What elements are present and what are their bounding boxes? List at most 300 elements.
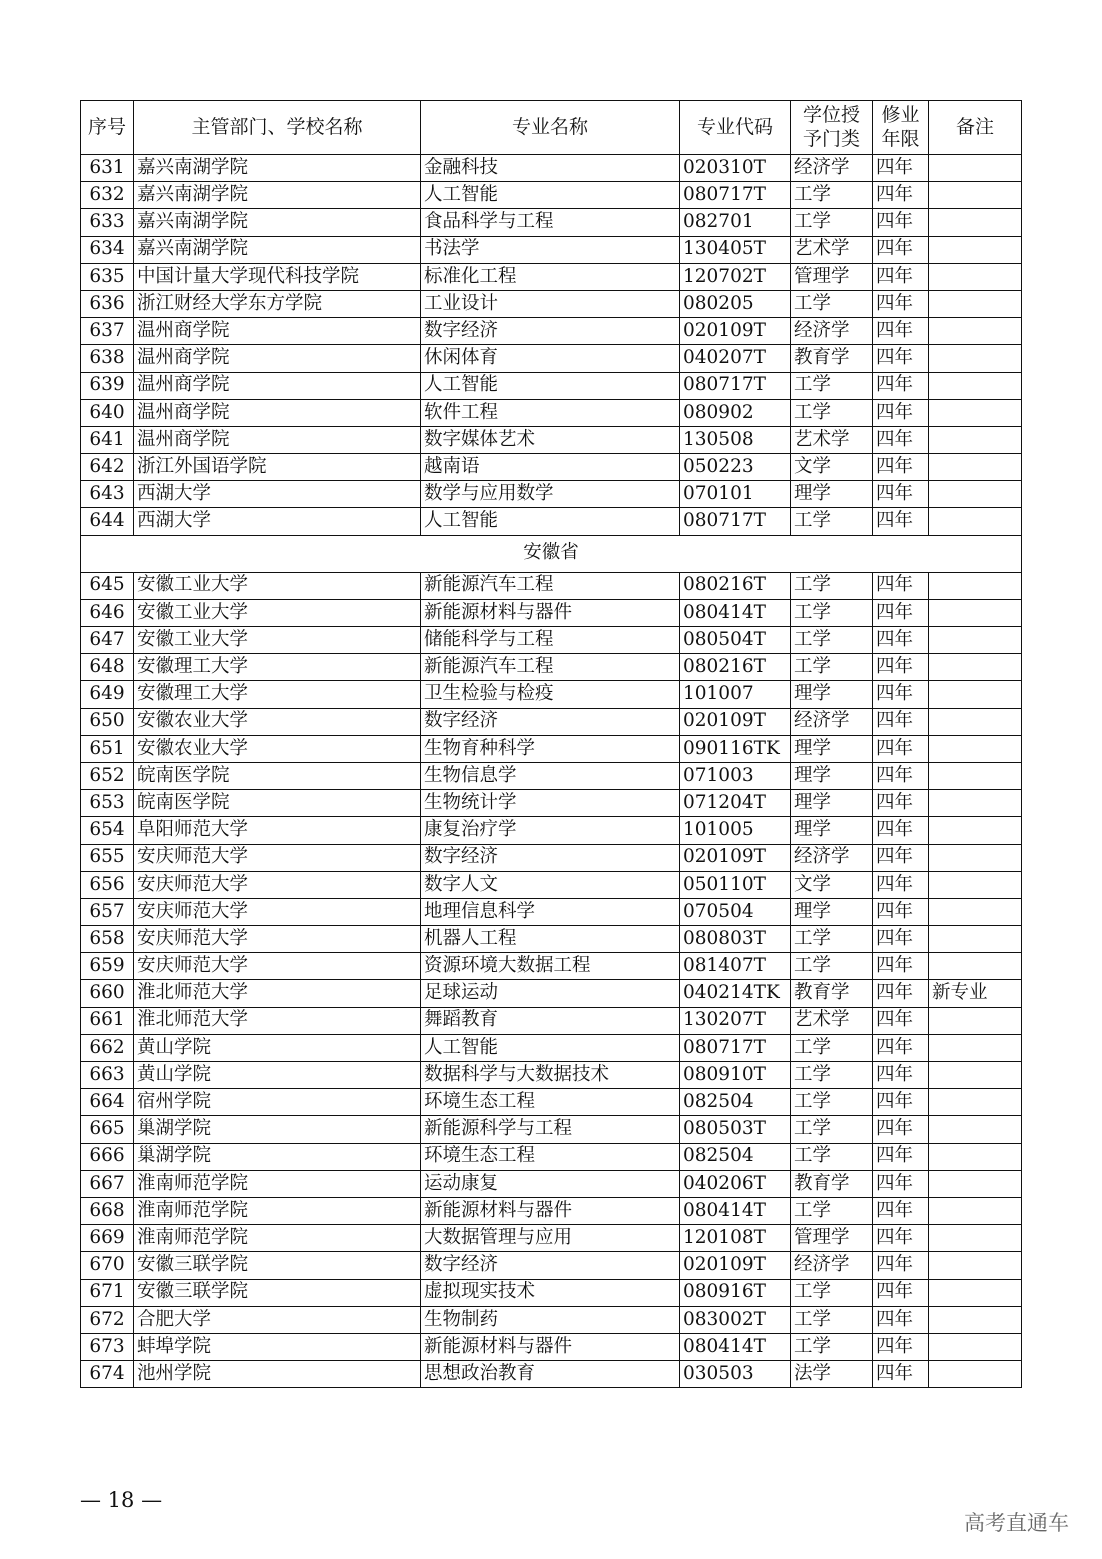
table-row	[81, 1279, 1022, 1306]
years-cell: 四年	[873, 454, 929, 481]
years-cell: 四年	[873, 790, 929, 817]
note-cell: 新专业	[929, 980, 1022, 1007]
table-row	[81, 926, 1022, 953]
degree-cell: 理学	[791, 735, 873, 762]
table-row	[81, 898, 1022, 925]
seq-cell: 668	[81, 1197, 134, 1224]
page-number: — 18 —	[80, 1488, 163, 1512]
school-cell: 淮南师范学院	[134, 1197, 421, 1224]
code-cell: 020310T	[680, 155, 791, 182]
major-cell: 康复治疗学	[421, 817, 680, 844]
note-cell	[929, 345, 1022, 372]
major-cell: 运动康复	[421, 1170, 680, 1197]
degree-cell: 工学	[791, 1034, 873, 1061]
code-cell: 080803T	[680, 926, 791, 953]
school-cell: 温州商学院	[134, 399, 421, 426]
major-cell: 新能源材料与器件	[421, 1333, 680, 1360]
school-cell: 巢湖学院	[134, 1143, 421, 1170]
code-cell: 082701	[680, 209, 791, 236]
degree-cell: 工学	[791, 1062, 873, 1089]
code-cell: 070101	[680, 481, 791, 508]
code-cell: 082504	[680, 1089, 791, 1116]
table-row	[81, 1089, 1022, 1116]
school-cell: 蚌埠学院	[134, 1333, 421, 1360]
years-cell: 四年	[873, 654, 929, 681]
seq-cell: 662	[81, 1034, 134, 1061]
seq-cell: 671	[81, 1279, 134, 1306]
school-cell: 安徽三联学院	[134, 1279, 421, 1306]
table-row	[81, 681, 1022, 708]
seq-cell: 642	[81, 454, 134, 481]
code-cell: 020109T	[680, 318, 791, 345]
major-cell: 人工智能	[421, 508, 680, 535]
school-cell: 中国计量大学现代科技学院	[134, 263, 421, 290]
years-cell: 四年	[873, 1252, 929, 1279]
table-row	[81, 735, 1022, 762]
note-cell	[929, 926, 1022, 953]
major-cell: 数字人文	[421, 871, 680, 898]
degree-cell: 工学	[791, 627, 873, 654]
note-cell	[929, 790, 1022, 817]
major-cell: 储能科学与工程	[421, 627, 680, 654]
code-cell: 120108T	[680, 1225, 791, 1252]
years-cell: 四年	[873, 426, 929, 453]
note-cell	[929, 599, 1022, 626]
degree-cell: 教育学	[791, 980, 873, 1007]
years-cell: 四年	[873, 1333, 929, 1360]
code-cell: 080504T	[680, 627, 791, 654]
major-cell: 人工智能	[421, 1034, 680, 1061]
major-cell: 软件工程	[421, 399, 680, 426]
note-cell	[929, 1116, 1022, 1143]
table-row	[81, 318, 1022, 345]
degree-cell: 工学	[791, 599, 873, 626]
degree-cell: 工学	[791, 572, 873, 599]
code-cell: 090116TK	[680, 735, 791, 762]
school-cell: 淮北师范大学	[134, 980, 421, 1007]
degree-cell: 工学	[791, 1116, 873, 1143]
major-cell: 金融科技	[421, 155, 680, 182]
years-cell: 四年	[873, 1197, 929, 1224]
degree-cell: 工学	[791, 182, 873, 209]
table-row	[81, 1116, 1022, 1143]
note-cell	[929, 898, 1022, 925]
major-cell: 舞蹈教育	[421, 1007, 680, 1034]
note-cell	[929, 1007, 1022, 1034]
note-cell	[929, 1062, 1022, 1089]
note-cell	[929, 236, 1022, 263]
degree-cell: 文学	[791, 454, 873, 481]
note-cell	[929, 481, 1022, 508]
table-row	[81, 817, 1022, 844]
years-cell: 四年	[873, 980, 929, 1007]
school-cell: 安徽农业大学	[134, 735, 421, 762]
header-degree: 学位授予门类	[791, 101, 873, 155]
seq-cell: 653	[81, 790, 134, 817]
years-cell: 四年	[873, 209, 929, 236]
major-cell: 新能源汽车工程	[421, 572, 680, 599]
seq-cell: 641	[81, 426, 134, 453]
major-cell: 生物育种科学	[421, 735, 680, 762]
degree-cell: 工学	[791, 290, 873, 317]
seq-cell: 638	[81, 345, 134, 372]
years-cell: 四年	[873, 345, 929, 372]
code-cell: 120702T	[680, 263, 791, 290]
major-cell: 卫生检验与检疫	[421, 681, 680, 708]
table-body	[81, 155, 1022, 1388]
degree-cell: 艺术学	[791, 236, 873, 263]
degree-cell: 法学	[791, 1361, 873, 1388]
degree-cell: 艺术学	[791, 426, 873, 453]
note-cell	[929, 708, 1022, 735]
note-cell	[929, 1034, 1022, 1061]
major-cell: 生物统计学	[421, 790, 680, 817]
seq-cell: 669	[81, 1225, 134, 1252]
major-cell: 机器人工程	[421, 926, 680, 953]
seq-cell: 647	[81, 627, 134, 654]
note-cell	[929, 654, 1022, 681]
degree-cell: 工学	[791, 654, 873, 681]
years-cell: 四年	[873, 290, 929, 317]
note-cell	[929, 508, 1022, 535]
table-row	[81, 1197, 1022, 1224]
table-row	[81, 209, 1022, 236]
years-cell: 四年	[873, 926, 929, 953]
header-years: 修业年限	[873, 101, 929, 155]
header-note: 备注	[929, 101, 1022, 155]
years-cell: 四年	[873, 1279, 929, 1306]
code-cell: 050223	[680, 454, 791, 481]
code-cell: 080717T	[680, 1034, 791, 1061]
note-cell	[929, 844, 1022, 871]
note-cell	[929, 1143, 1022, 1170]
years-cell: 四年	[873, 236, 929, 263]
note-cell	[929, 263, 1022, 290]
degree-cell: 工学	[791, 1306, 873, 1333]
major-cell: 虚拟现实技术	[421, 1279, 680, 1306]
code-cell: 101007	[680, 681, 791, 708]
school-cell: 合肥大学	[134, 1306, 421, 1333]
school-cell: 安徽三联学院	[134, 1252, 421, 1279]
degree-cell: 理学	[791, 898, 873, 925]
degree-cell: 艺术学	[791, 1007, 873, 1034]
school-cell: 黄山学院	[134, 1062, 421, 1089]
seq-cell: 645	[81, 572, 134, 599]
seq-cell: 670	[81, 1252, 134, 1279]
school-cell: 温州商学院	[134, 426, 421, 453]
table-row	[81, 1034, 1022, 1061]
table-row	[81, 1333, 1022, 1360]
degree-cell: 工学	[791, 399, 873, 426]
code-cell: 020109T	[680, 844, 791, 871]
seq-cell: 666	[81, 1143, 134, 1170]
table-row	[81, 627, 1022, 654]
years-cell: 四年	[873, 1116, 929, 1143]
code-cell: 080414T	[680, 1333, 791, 1360]
school-cell: 温州商学院	[134, 372, 421, 399]
note-cell	[929, 572, 1022, 599]
seq-cell: 635	[81, 263, 134, 290]
degree-cell: 工学	[791, 953, 873, 980]
table-row	[81, 1170, 1022, 1197]
table-row	[81, 290, 1022, 317]
major-cell: 地理信息科学	[421, 898, 680, 925]
degree-cell: 经济学	[791, 844, 873, 871]
major-cell: 食品科学与工程	[421, 209, 680, 236]
years-cell: 四年	[873, 1306, 929, 1333]
school-cell: 嘉兴南湖学院	[134, 155, 421, 182]
note-cell	[929, 426, 1022, 453]
province-heading: 安徽省	[81, 535, 1022, 572]
years-cell: 四年	[873, 155, 929, 182]
years-cell: 四年	[873, 627, 929, 654]
seq-cell: 674	[81, 1361, 134, 1388]
major-cell: 环境生态工程	[421, 1089, 680, 1116]
years-cell: 四年	[873, 481, 929, 508]
major-cell: 新能源汽车工程	[421, 654, 680, 681]
years-cell: 四年	[873, 871, 929, 898]
seq-cell: 633	[81, 209, 134, 236]
years-cell: 四年	[873, 263, 929, 290]
school-cell: 安徽理工大学	[134, 654, 421, 681]
years-cell: 四年	[873, 708, 929, 735]
code-cell: 130207T	[680, 1007, 791, 1034]
major-cell: 工业设计	[421, 290, 680, 317]
seq-cell: 656	[81, 871, 134, 898]
note-cell	[929, 318, 1022, 345]
years-cell: 四年	[873, 399, 929, 426]
years-cell: 四年	[873, 1089, 929, 1116]
table-row	[81, 953, 1022, 980]
major-cell: 数字经济	[421, 844, 680, 871]
note-cell	[929, 454, 1022, 481]
school-cell: 黄山学院	[134, 1034, 421, 1061]
seq-cell: 649	[81, 681, 134, 708]
table-row	[81, 263, 1022, 290]
degree-cell: 理学	[791, 762, 873, 789]
seq-cell: 631	[81, 155, 134, 182]
code-cell: 081407T	[680, 953, 791, 980]
code-cell: 040206T	[680, 1170, 791, 1197]
province-row	[81, 535, 1022, 572]
degree-cell: 理学	[791, 817, 873, 844]
table-row	[81, 1007, 1022, 1034]
header-major: 专业名称	[421, 101, 680, 155]
school-cell: 安徽农业大学	[134, 708, 421, 735]
table-row	[81, 599, 1022, 626]
school-cell: 安庆师范大学	[134, 871, 421, 898]
years-cell: 四年	[873, 953, 929, 980]
code-cell: 080414T	[680, 599, 791, 626]
code-cell: 130508	[680, 426, 791, 453]
major-cell: 人工智能	[421, 372, 680, 399]
note-cell	[929, 627, 1022, 654]
seq-cell: 639	[81, 372, 134, 399]
seq-cell: 652	[81, 762, 134, 789]
table-row	[81, 572, 1022, 599]
years-cell: 四年	[873, 817, 929, 844]
code-cell: 080216T	[680, 572, 791, 599]
seq-cell: 660	[81, 980, 134, 1007]
table-row	[81, 399, 1022, 426]
major-cell: 数字经济	[421, 1252, 680, 1279]
seq-cell: 661	[81, 1007, 134, 1034]
seq-cell: 667	[81, 1170, 134, 1197]
code-cell: 070504	[680, 898, 791, 925]
code-cell: 083002T	[680, 1306, 791, 1333]
table-row	[81, 345, 1022, 372]
years-cell: 四年	[873, 898, 929, 925]
table-header-row	[81, 101, 1022, 155]
note-cell	[929, 1170, 1022, 1197]
degree-cell: 工学	[791, 926, 873, 953]
table-row	[81, 481, 1022, 508]
degree-cell: 管理学	[791, 263, 873, 290]
note-cell	[929, 399, 1022, 426]
major-cell: 足球运动	[421, 980, 680, 1007]
seq-cell: 636	[81, 290, 134, 317]
school-cell: 浙江外国语学院	[134, 454, 421, 481]
table-row	[81, 1306, 1022, 1333]
seq-cell: 657	[81, 898, 134, 925]
years-cell: 四年	[873, 762, 929, 789]
note-cell	[929, 1225, 1022, 1252]
code-cell: 050110T	[680, 871, 791, 898]
years-cell: 四年	[873, 1062, 929, 1089]
table-row	[81, 1361, 1022, 1388]
seq-cell: 664	[81, 1089, 134, 1116]
table-row	[81, 708, 1022, 735]
major-cell: 休闲体育	[421, 345, 680, 372]
school-cell: 安庆师范大学	[134, 953, 421, 980]
seq-cell: 644	[81, 508, 134, 535]
school-cell: 西湖大学	[134, 508, 421, 535]
school-cell: 嘉兴南湖学院	[134, 209, 421, 236]
note-cell	[929, 1306, 1022, 1333]
header-school: 主管部门、学校名称	[134, 101, 421, 155]
table-row	[81, 508, 1022, 535]
code-cell: 080717T	[680, 182, 791, 209]
major-cell: 大数据管理与应用	[421, 1225, 680, 1252]
code-cell: 020109T	[680, 708, 791, 735]
school-cell: 池州学院	[134, 1361, 421, 1388]
school-cell: 安徽工业大学	[134, 627, 421, 654]
note-cell	[929, 953, 1022, 980]
years-cell: 四年	[873, 182, 929, 209]
seq-cell: 648	[81, 654, 134, 681]
years-cell: 四年	[873, 1361, 929, 1388]
code-cell: 130405T	[680, 236, 791, 263]
degree-cell: 工学	[791, 508, 873, 535]
major-cell: 数据科学与大数据技术	[421, 1062, 680, 1089]
major-cell: 数字经济	[421, 708, 680, 735]
note-cell	[929, 1252, 1022, 1279]
note-cell	[929, 1089, 1022, 1116]
table-row	[81, 1225, 1022, 1252]
degree-cell: 理学	[791, 790, 873, 817]
school-cell: 安庆师范大学	[134, 926, 421, 953]
note-cell	[929, 182, 1022, 209]
table-row	[81, 182, 1022, 209]
years-cell: 四年	[873, 1034, 929, 1061]
code-cell: 030503	[680, 1361, 791, 1388]
seq-cell: 632	[81, 182, 134, 209]
note-cell	[929, 871, 1022, 898]
degree-cell: 工学	[791, 1197, 873, 1224]
degree-cell: 理学	[791, 481, 873, 508]
seq-cell: 672	[81, 1306, 134, 1333]
years-cell: 四年	[873, 508, 929, 535]
years-cell: 四年	[873, 844, 929, 871]
school-cell: 安徽理工大学	[134, 681, 421, 708]
school-cell: 安庆师范大学	[134, 898, 421, 925]
seq-cell: 655	[81, 844, 134, 871]
note-cell	[929, 1279, 1022, 1306]
code-cell: 020109T	[680, 1252, 791, 1279]
degree-cell: 工学	[791, 209, 873, 236]
degree-cell: 管理学	[791, 1225, 873, 1252]
note-cell	[929, 762, 1022, 789]
table-row	[81, 1062, 1022, 1089]
note-cell	[929, 1361, 1022, 1388]
table-row	[81, 236, 1022, 263]
code-cell: 080916T	[680, 1279, 791, 1306]
school-cell: 温州商学院	[134, 345, 421, 372]
code-cell: 071003	[680, 762, 791, 789]
degree-cell: 工学	[791, 372, 873, 399]
table-row	[81, 654, 1022, 681]
table-row	[81, 790, 1022, 817]
note-cell	[929, 209, 1022, 236]
years-cell: 四年	[873, 318, 929, 345]
major-cell: 新能源材料与器件	[421, 599, 680, 626]
majors-table	[80, 100, 1022, 1388]
seq-cell: 640	[81, 399, 134, 426]
degree-cell: 经济学	[791, 155, 873, 182]
table-row	[81, 1143, 1022, 1170]
code-cell: 080503T	[680, 1116, 791, 1143]
table-row	[81, 762, 1022, 789]
major-cell: 思想政治教育	[421, 1361, 680, 1388]
years-cell: 四年	[873, 1143, 929, 1170]
code-cell: 101005	[680, 817, 791, 844]
years-cell: 四年	[873, 599, 929, 626]
code-cell: 080902	[680, 399, 791, 426]
major-cell: 新能源材料与器件	[421, 1197, 680, 1224]
seq-cell: 643	[81, 481, 134, 508]
school-cell: 淮南师范学院	[134, 1225, 421, 1252]
header-code: 专业代码	[680, 101, 791, 155]
degree-cell: 工学	[791, 1089, 873, 1116]
years-cell: 四年	[873, 681, 929, 708]
table-row	[81, 1252, 1022, 1279]
school-cell: 嘉兴南湖学院	[134, 236, 421, 263]
school-cell: 皖南医学院	[134, 790, 421, 817]
years-cell: 四年	[873, 1007, 929, 1034]
school-cell: 安庆师范大学	[134, 844, 421, 871]
note-cell	[929, 817, 1022, 844]
school-cell: 宿州学院	[134, 1089, 421, 1116]
seq-cell: 663	[81, 1062, 134, 1089]
major-cell: 环境生态工程	[421, 1143, 680, 1170]
school-cell: 安徽工业大学	[134, 572, 421, 599]
degree-cell: 经济学	[791, 318, 873, 345]
school-cell: 温州商学院	[134, 318, 421, 345]
major-cell: 越南语	[421, 454, 680, 481]
major-cell: 人工智能	[421, 182, 680, 209]
table-row	[81, 155, 1022, 182]
code-cell: 080717T	[680, 372, 791, 399]
